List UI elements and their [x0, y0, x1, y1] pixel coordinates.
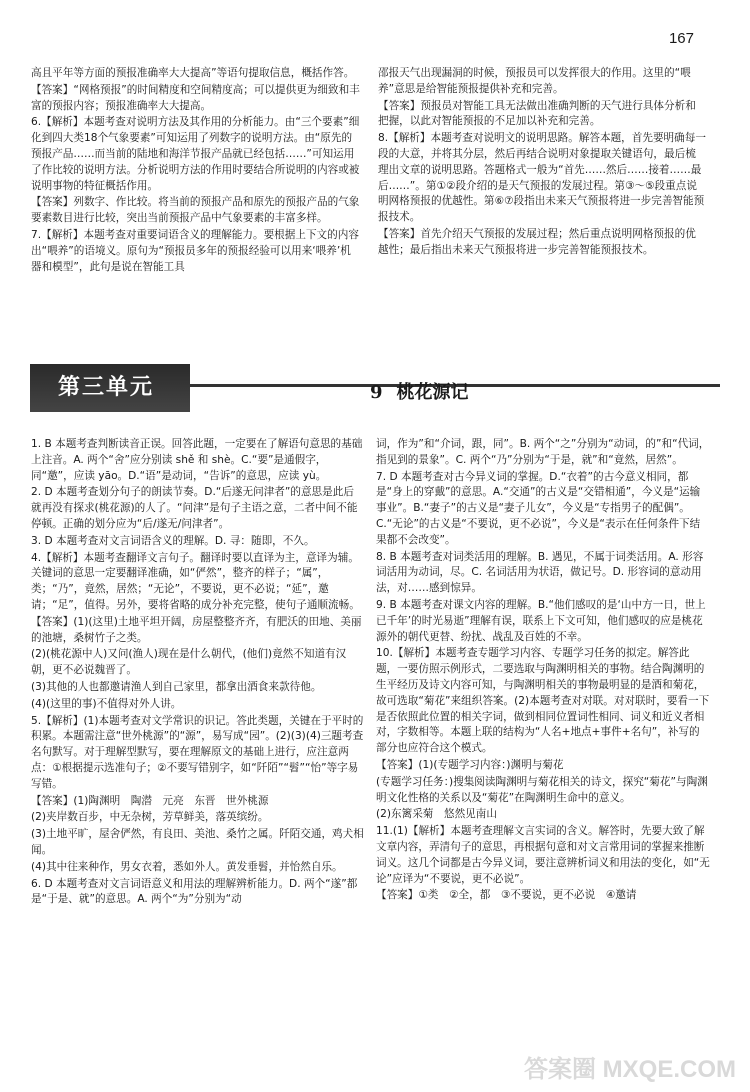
paragraph: (3)土地平旷，屋舍俨然，有良田、美池、桑竹之属。阡陌交通，鸡犬相闻。 — [31, 828, 364, 856]
bottom-left-column — [31, 437, 364, 909]
paragraph: 8. B 本题考查对词类活用的理解。B. 遇见，不属于词类活用。A. 形容词活用为动词，尽。C. 名词活用为状语，做记号。D. 形容词的意动用法，对……感到惊异。 — [376, 550, 704, 595]
paragraph: 邵报天气出现漏洞的时候，预报员可以发挥很大的作用。这里的“喂养”意思是给智能预报提供补充和完善。 — [378, 67, 691, 95]
paragraph: (专题学习任务：)搜集阅读陶渊明与菊花相关的诗文，探究“菊花”与陶渊明文化性格的关系以及“菊花”在陶渊明生命中的意义。 — [376, 775, 708, 804]
paragraph: (4)(这里的事)不值得对外人讲。 — [31, 697, 182, 710]
paragraph: 3. D 本题考查对文言词语含义的理解。D. 寻：随即，不久。 — [31, 534, 315, 547]
paragraph: 1. B 本题考查判断读音正误。回答此题，一定要在了解语句意思的基础上注音。A. 两个“舍”应分别读 shě 和 shè。C.“要”是通假字，同“邀”，应读 yāo。D.“语”是动词，“告诉”的意思，应读 yù。 — [31, 438, 363, 482]
bottom-right-column — [376, 437, 710, 905]
paragraph: 6.【解析】本题考查对说明方法及其作用的分析能力。由“三个要素”细化到四大类18个气象要素”可知运用了列数字的说明方法。由“原先的预报产品……而当前的陆地和海洋节报产品就已经包括……”可知运用了作比较的说明方法。分析说明方法的作用时要结合所说明的内容或被说明事物的特征概括作用。 — [31, 116, 360, 192]
lesson-title — [370, 378, 469, 404]
paragraph: 词，作为”和“介词，跟，同”。B. 两个“之”分别为“动词，的”和“代词，指见到的景象”。C. 两个“乃”分别为“于是，就”和“竟然，居然”。 — [376, 438, 710, 466]
unit-banner — [30, 364, 720, 412]
page-number: 167 — [668, 30, 694, 47]
paragraph: 7.【解析】本题考查对重要词语含义的理解能力。要根据上下文的内容出“喂养”的语境义。原句为“预报员多年的预报经验可以用来‘喂养’机器和模型”，此句是说在智能工具 — [31, 228, 359, 273]
paragraph: 【答案】首先介绍天气预报的发展过程；然后重点说明网格预报的优越性；最后指出未来天气预报将进一步完善智能预报技术。 — [378, 227, 696, 256]
paragraph: (4)其中往来种作，男女衣着，悉如外人。黄发垂髫，并怡然自乐。 — [31, 860, 343, 873]
paragraph: 6. D 本题考查对文言词语意义和用法的理解辨析能力。D. 两个“遂”都是“于是、就”的意思。A. 两个“为”分别为“动 — [31, 877, 358, 906]
paragraph: 8.【解析】本题考查对说明文的说明思路。解答本题，首先要明确每一段的大意，并将其分层，然后再结合说明对象提取关键语句，最后梳理出文章的说明思路。答题格式一般为“首先……然后……接着……最后……”。第①②段介绍的是天气预报的发展过程。第③～⑤段重点说明网格预报的优越性。第⑥⑦段指出未来天气预报将进一步完善智能预报技术。 — [378, 132, 706, 224]
paragraph: (2)(桃花源中人)又问(渔人)现在是什么朝代，(他们)竟然不知道有汉朝，更不必说魏晋了。 — [31, 648, 347, 677]
lesson-name: 桃花源记 — [396, 382, 469, 403]
paragraph: (3)其他的人也都邀请渔人到自己家里，都拿出酒食来款待他。 — [31, 680, 322, 693]
watermark: 答案圈 MXQE.COM — [523, 1056, 736, 1083]
paragraph: 2. D 本题考查划分句子的朗读节奏。D.“后遂无问津者”的意思是此后就再没有探求(桃花源)的人了。“问津”是句子主语之意，二者中间不能停顿。正确的划分应为“后/遂无/问津者”。 — [31, 486, 358, 530]
top-right-column — [378, 66, 706, 260]
paragraph: 【答案】(1)陶渊明 陶潜 元亮 东晋 世外桃源 — [31, 794, 269, 807]
paragraph: 【答案】预报员对智能工具无法做出准确判断的天气进行具体分析和把握，以此对智能预报的不足加以补充和完善。 — [378, 99, 696, 128]
paragraph: 10.【解析】本题考查专题学习内容、专题学习任务的拟定。解答此题，一要仿照示例形式，二要选取与陶渊明相关的事物。结合陶渊明的生平经历及诗文内容可知，与陶渊明相关的事物最明显的是酒和菊花，故可选取“菊花”来组织答案。(2)本题考查对对联。对对联时，要看一下是否依照此位置的相关字词，做到相同位置词性相同、词义和近义者相对，字数相等。本题上联的结构为“人名+地点+事件+名句”，补写的部分也应符合这个模式。 — [376, 647, 710, 755]
paragraph: 7. D 本题考查对古今异义词的掌握。D.“衣着”的古今意义相同，都是“身上的穿戴”的意思。A.“交通”的古义是“交错相通”，今义是“运输事业”。B.“妻子”的古义是“妻子儿女”，今义是“专指男子的配偶”。C.“无论”的古义是“不要说，更不必说”，今义是“表示在任何条件下结果都不会改变”。 — [376, 470, 701, 546]
lesson-number: 9 — [370, 382, 383, 403]
paragraph: 【答案】①类 ②全，都 ③不要说，更不必说 ④邀请 — [376, 889, 637, 902]
paragraph: 5.【解析】(1)本题考查对文学常识的识记。答此类题，关键在于平时的积累。本题需注意“世外桃源”的“源”，易写成“园”。(2)(3)(4)三题考查名句默写。对于理解型默写，要在理解原文的基础上进行，应注意两点：①根据提示选准句子；②不要写错别字，如“阡陌”“髫”“怡”等字易写错。 — [31, 714, 364, 790]
paragraph: 9. B 本题考查对课文内容的理解。B.“他们感叹的是‘山中方一日，世上已千年’的时光易逝”理解有误，联系上下文可知，他们感叹的应是桃花源外的朝代更替、纷扰、战乱及百姓的不幸。 — [376, 598, 706, 643]
paragraph: 4.【解析】本题考查翻译文言句子。翻译时要以直译为主，意译为辅。关键词的意思一定要翻译准确，如“俨然”，整齐的样子；“属”，类；“乃”，竟然，居然；“无论”，不要说，更不必说；“延”，邀请；“足”，值得。另外，要将省略的成分补充完整，使句子通顺流畅。 — [31, 551, 360, 611]
paragraph: (2)东篱采菊 悠然见南山 — [376, 808, 497, 821]
paragraph: 【答案】(1)(这里)土地平坦开阔，房屋整整齐齐，有肥沃的田地、美丽的池塘，桑树竹子之类。 — [31, 615, 362, 644]
paragraph: 【答案】(1)(专题学习内容：)渊明与菊花 — [376, 758, 564, 771]
paragraph: 11.(1)【解析】本题考查理解文言实词的含义。解答时，先要大致了解文章内容，弄清句子的意思，再根据句意和对文言常用词的掌握来推断词义。这几个词都是古今异义词，要注意辨析词义和用法的变化，如“无论”应译为“不要说，更不必说”。 — [376, 825, 710, 885]
unit-title: 第三单元 — [30, 364, 190, 412]
paragraph: 【答案】“网格预报”的时间精度和空间精度高；可以提供更为细致和丰富的预报内容；预报准确率大大提高。 — [31, 83, 360, 112]
top-left-column — [31, 66, 361, 276]
paragraph: 【答案】列数字、作比较。将当前的预报产品和原先的预报产品的气象要素数目进行比较，突出当前预报产品中气象要素的丰富多样。 — [31, 196, 360, 225]
paragraph: (2)夹岸数百步，中无杂树，芳草鲜美，落英缤纷。 — [31, 811, 269, 824]
paragraph: 高且平年等方面的预报准确率大大提高”等语句提取信息，概括作答。 — [31, 67, 355, 79]
